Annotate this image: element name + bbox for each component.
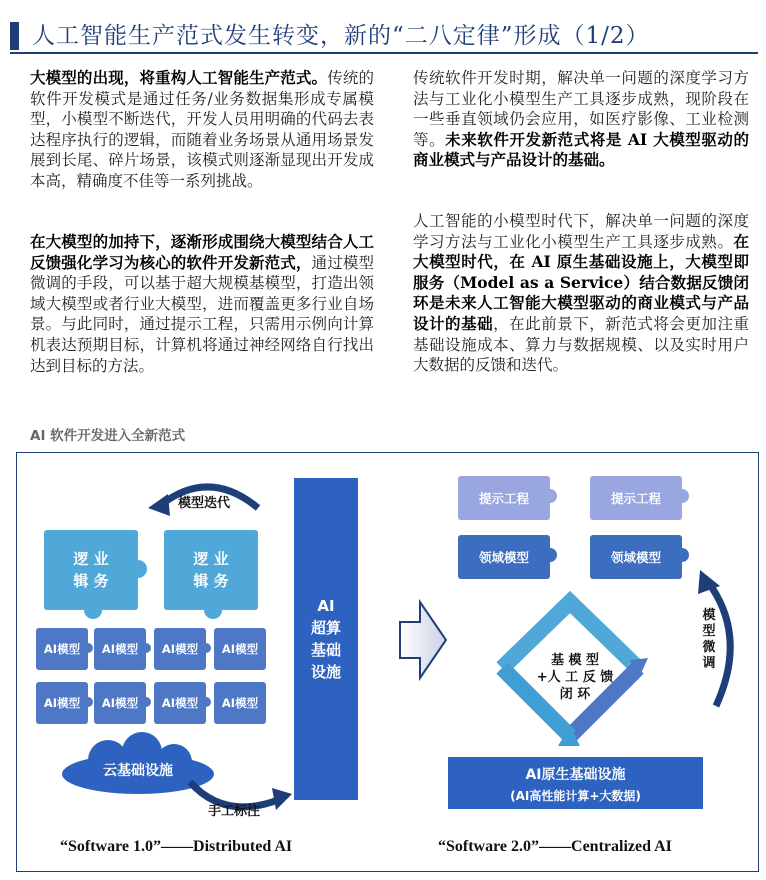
page-title: 人工智能生产范式发生转变，新的“二八定律”形成（1/2）: [32, 23, 650, 49]
puzzle-label: AI模型: [43, 642, 81, 656]
puzzle-label: AI模型: [221, 696, 259, 710]
puzzle-prompt-engineering: [458, 476, 550, 520]
paragraph-left-1: [30, 68, 374, 192]
puzzle-label: AI模型: [161, 642, 199, 656]
puzzle-text: 辑 务: [73, 572, 109, 590]
header-accent-bar: [10, 22, 19, 50]
puzzle-domain-model: [590, 535, 682, 579]
finetune-label: 模型微调: [702, 608, 716, 671]
ai-native-infra-bar: [448, 757, 703, 809]
puzzle-business-logic-1: [44, 530, 138, 610]
puzzle-ai-model: [214, 682, 266, 724]
puzzle-ai-model: [36, 682, 88, 724]
manual-label: 手工标注: [208, 804, 261, 819]
paragraph-right-1: [413, 68, 749, 171]
footer-software-1: “Software 1.0”——Distributed AI: [60, 838, 293, 855]
loop-text: 闭 环: [559, 687, 591, 702]
puzzle-text: 辑 务: [193, 572, 229, 590]
ai-native-infra-title: AI原生基础设施: [525, 767, 626, 783]
bold-text-run: 大模型的出现，将重构人工智能生产范式。: [30, 68, 328, 87]
puzzle-label: 领域模型: [478, 550, 529, 565]
text-run: 人工智能的小模型时代下，解决单一问题的深度学习方法与工业化小模型生产工具逐步成熟。: [413, 212, 749, 251]
bold-text-run: 在大模型的加持下，逐渐形成围绕大模型结合人工反馈强化学习为核心的软件开发新范式，: [30, 232, 374, 272]
footer-software-2: “Software 2.0”——Centralized AI: [438, 838, 672, 855]
supercomputing-infra-bar: [294, 478, 358, 800]
loop-text: 基 模 型: [550, 653, 600, 668]
puzzle-domain-model: [458, 535, 550, 579]
puzzle-label: 提示工程: [478, 491, 529, 506]
puzzle-text: 逻 业: [73, 550, 109, 568]
puzzle-business-logic-2: [164, 530, 258, 610]
header-rule: [10, 52, 758, 54]
paragraph-right-2: [413, 211, 749, 376]
puzzle-label: AI模型: [101, 696, 139, 710]
puzzle-label: 提示工程: [610, 491, 661, 506]
ai-native-infra-subtitle: (AI高性能计算+大数据): [510, 789, 641, 803]
text-run: 传统软件开发时期，解决单一问题的深度学习方法与工业化小模型生产工具逐步成熟，现阶段在一些垂直领域仍会应用，如医疗影像、工业检测等。: [413, 69, 749, 149]
puzzle-label: 领域模型: [610, 550, 661, 565]
text-run: ，在此前景下，新范式将会更加注重基础设施成本、算力与数据规模、以及实时用户大数据的反馈和迭代。: [413, 314, 749, 375]
puzzle-ai-model: [154, 682, 206, 724]
puzzle-label: AI模型: [221, 642, 259, 656]
transition-arrow-icon: [398, 598, 450, 682]
loop-text: +人 工 反 馈: [536, 670, 614, 685]
puzzle-text: 逻 业: [193, 550, 229, 568]
text-run: 传统的软件开发模式是通过任务/业务数据集形成专属模型，小模型不断迭代，开发人员用明确的代码去表达程序执行的逻辑，而随着业务场景从通用场景发展到长尾、碎片场景，该模式则逐渐显现出开发成本高，精确度不佳等一系列挑战。: [30, 69, 374, 190]
puzzle-label: AI模型: [101, 642, 139, 656]
iterate-label: 模型迭代: [178, 496, 231, 511]
puzzle-ai-model: [214, 628, 266, 670]
figure-caption: AI 软件开发进入全新范式: [30, 428, 186, 444]
infra-text: AI: [317, 597, 335, 615]
puzzle-label: AI模型: [43, 696, 81, 710]
cloud-label: 云基础设施: [103, 763, 173, 779]
puzzle-ai-model: [36, 628, 88, 670]
infra-text: 超算: [310, 619, 341, 637]
bold-text-run: 未来软件开发新范式将是 AI 大模型驱动的商业模式与产品设计的基础。: [413, 129, 749, 170]
puzzle-label: AI模型: [161, 696, 199, 710]
puzzle-ai-model: [94, 682, 146, 724]
bold-text-run: 在大模型时代，在 AI 原生基础设施上，大模型即服务（Model as a Service）结合数据反馈闭环是未来人工智能大模型驱动的商业模式与产品设计的基础: [413, 231, 749, 333]
paragraph-left-2: [30, 232, 374, 376]
feedback-loop-label: [520, 652, 630, 703]
infra-text: 基础: [310, 641, 341, 659]
text-run: 通过模型微调的手段，可以基于超大规模基模型，打造出领域大模型或者行业大模型，进而覆盖更多行业自场景。与此同时，通过提示工程，只需用示例向计算机表达预期目标，计算机将通过神经网络自行找出达到目标的方法。: [30, 253, 374, 375]
puzzle-ai-model: [154, 628, 206, 670]
puzzle-prompt-engineering: [590, 476, 682, 520]
puzzle-ai-model: [94, 628, 146, 670]
infra-text: 设施: [310, 663, 341, 681]
